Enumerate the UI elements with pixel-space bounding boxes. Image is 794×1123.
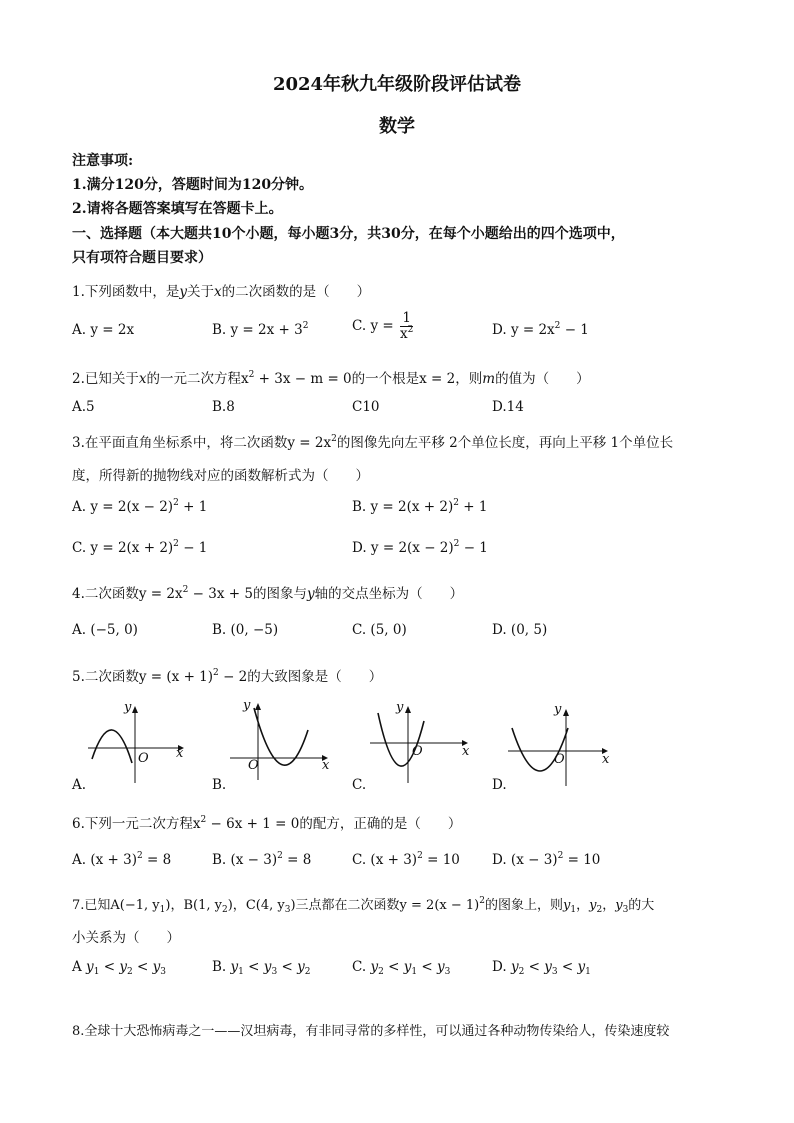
question-3-option-b[interactable]: B. $y = 2(x + 2)^2 + 1$ <box>352 498 488 515</box>
question-5-option-d[interactable]: D. <box>492 777 507 793</box>
question-1-option-b[interactable]: B. $y = 2x + 3^2$ <box>212 321 309 338</box>
graph-option-c[interactable] <box>370 700 470 783</box>
question-7-stem-line1: 7.已知A(−1, $y_1$)，B(1, $y_2$)，C(4, $y_3$)三点都在二次函数$y = 2(x - 1)^2$的图象上，则$y_1$，$y_2$，$y_3$的大 <box>72 896 655 915</box>
y-axis-label: y <box>396 700 404 715</box>
parabola-graph-d <box>508 706 612 786</box>
question-1-option-d[interactable]: D. $y = 2x^2 - 1$ <box>492 321 589 338</box>
exam-title: 2024年秋九年级阶段评估试卷 <box>272 74 522 95</box>
question-3-stem-line2: 度，所得新的抛物线对应的函数解析式为（ ） <box>72 468 369 484</box>
question-7-option-b[interactable]: B. $y_1 < y_3 < y_2$ <box>212 959 311 977</box>
origin-label: O <box>138 751 149 766</box>
question-4-option-d[interactable]: D. (0, 5) <box>492 622 548 638</box>
question-5-stem: 5.二次函数$y = (x + 1)^2 - 2$的大致图象是（ ） <box>72 668 383 685</box>
question-6-option-d[interactable]: D. $(x - 3)^2 = 10$ <box>492 851 601 868</box>
question-2-stem: 2.已知关于x的一元二次方程$x^2 + 3x - m = 0$的一个根是x = 2，则m的值为（ ） <box>72 370 590 387</box>
question-3-option-c[interactable]: C. $y = 2(x + 2)^2 - 1$ <box>72 539 208 556</box>
question-6-option-b[interactable]: B. $(x - 3)^2 = 8$ <box>212 851 312 868</box>
parabola-graph-c <box>370 703 470 783</box>
origin-label: O <box>248 758 259 773</box>
question-5-option-a[interactable]: A. <box>72 777 87 793</box>
question-7-option-c[interactable]: C. $y_2 < y_1 < y_3$ <box>352 959 451 977</box>
y-axis-label: y <box>554 702 562 717</box>
question-2-option-b[interactable]: B.8 <box>212 399 235 415</box>
question-1-stem: 1.下列函数中，是y关于x的二次函数的是（ ） <box>72 284 371 300</box>
section-heading-line1: 一、选择题（本大题共10个小题，每小题3分，共30分，在每个小题给出的四个选项中， <box>72 226 625 242</box>
question-7-option-d[interactable]: D. $y_2 < y_3 < y_1$ <box>492 959 591 977</box>
graph-option-a[interactable] <box>88 700 184 783</box>
section-heading-line2: 只有项符合题目要求） <box>72 250 212 266</box>
question-4-option-c[interactable]: C. (5, 0) <box>352 622 407 638</box>
question-2-option-c[interactable]: C10 <box>352 399 380 415</box>
question-2-option-d[interactable]: D.14 <box>492 399 524 415</box>
y-axis-label: y <box>124 700 132 715</box>
question-7-stem-line2: 小关系为（ ） <box>72 930 180 946</box>
notice-heading: 注意事项: <box>72 153 134 169</box>
question-5-option-c[interactable]: C. <box>352 777 367 793</box>
notice-item-1: 1.满分120分，答题时间为120分钟。 <box>72 177 314 193</box>
origin-label: O <box>412 744 423 759</box>
x-axis-label: x <box>176 746 184 761</box>
question-5-option-b[interactable]: B. <box>212 777 227 793</box>
fraction: $\frac{1}{x^2}$ <box>399 310 414 342</box>
y-axis-label: y <box>243 698 251 713</box>
question-6-option-c[interactable]: C. $(x + 3)^2 = 10$ <box>352 851 460 868</box>
question-6-option-a[interactable]: A. $(x + 3)^2 = 8$ <box>72 851 172 868</box>
question-4-option-b[interactable]: B. (0, −5) <box>212 622 279 638</box>
question-3-option-d[interactable]: D. $y = 2(x - 2)^2 - 1$ <box>352 539 488 556</box>
graph-option-d[interactable] <box>508 702 612 786</box>
origin-label: O <box>554 752 565 767</box>
question-3-stem-line1: 3.在平面直角坐标系中，将二次函数$y = 2x^2$的图像先向左平移 2个单位长度，再向上平移 1个单位长 <box>72 434 674 451</box>
question-4-option-a[interactable]: A. (−5, 0) <box>72 622 138 638</box>
notice-item-2: 2.请将各题答案填写在答题卡上。 <box>72 201 283 217</box>
parabola-graph-a <box>88 703 184 783</box>
question-1-option-c[interactable]: C. y = $\frac{1}{x^2}$ <box>352 310 414 342</box>
x-axis-label: x <box>602 752 610 767</box>
question-8-stem-line1: 8.全球十大恐怖病毒之一——汉坦病毒，有非同寻常的多样性，可以通过各种动物传染给人，传染速度较 <box>72 1024 670 1039</box>
question-6-stem: 6.下列一元二次方程$x^2 - 6x + 1 = 0$的配方，正确的是（ ） <box>72 815 462 832</box>
question-4-stem: 4.二次函数$y = 2x^2 - 3x + 5$的图象与y轴的交点坐标为（ ） <box>72 585 464 602</box>
question-7-option-a[interactable]: A $y_1 < y_2 < y_3$ <box>72 959 166 977</box>
graph-option-b[interactable] <box>230 700 330 780</box>
question-3-option-a[interactable]: A. $y = 2(x - 2)^2 + 1$ <box>72 498 208 515</box>
subject-title: 数学 <box>379 116 415 137</box>
question-2-option-a[interactable]: A.5 <box>72 399 95 415</box>
question-1-option-a[interactable]: A. y = 2x <box>72 322 135 338</box>
x-axis-label: x <box>322 758 330 773</box>
x-axis-label: x <box>462 744 470 759</box>
